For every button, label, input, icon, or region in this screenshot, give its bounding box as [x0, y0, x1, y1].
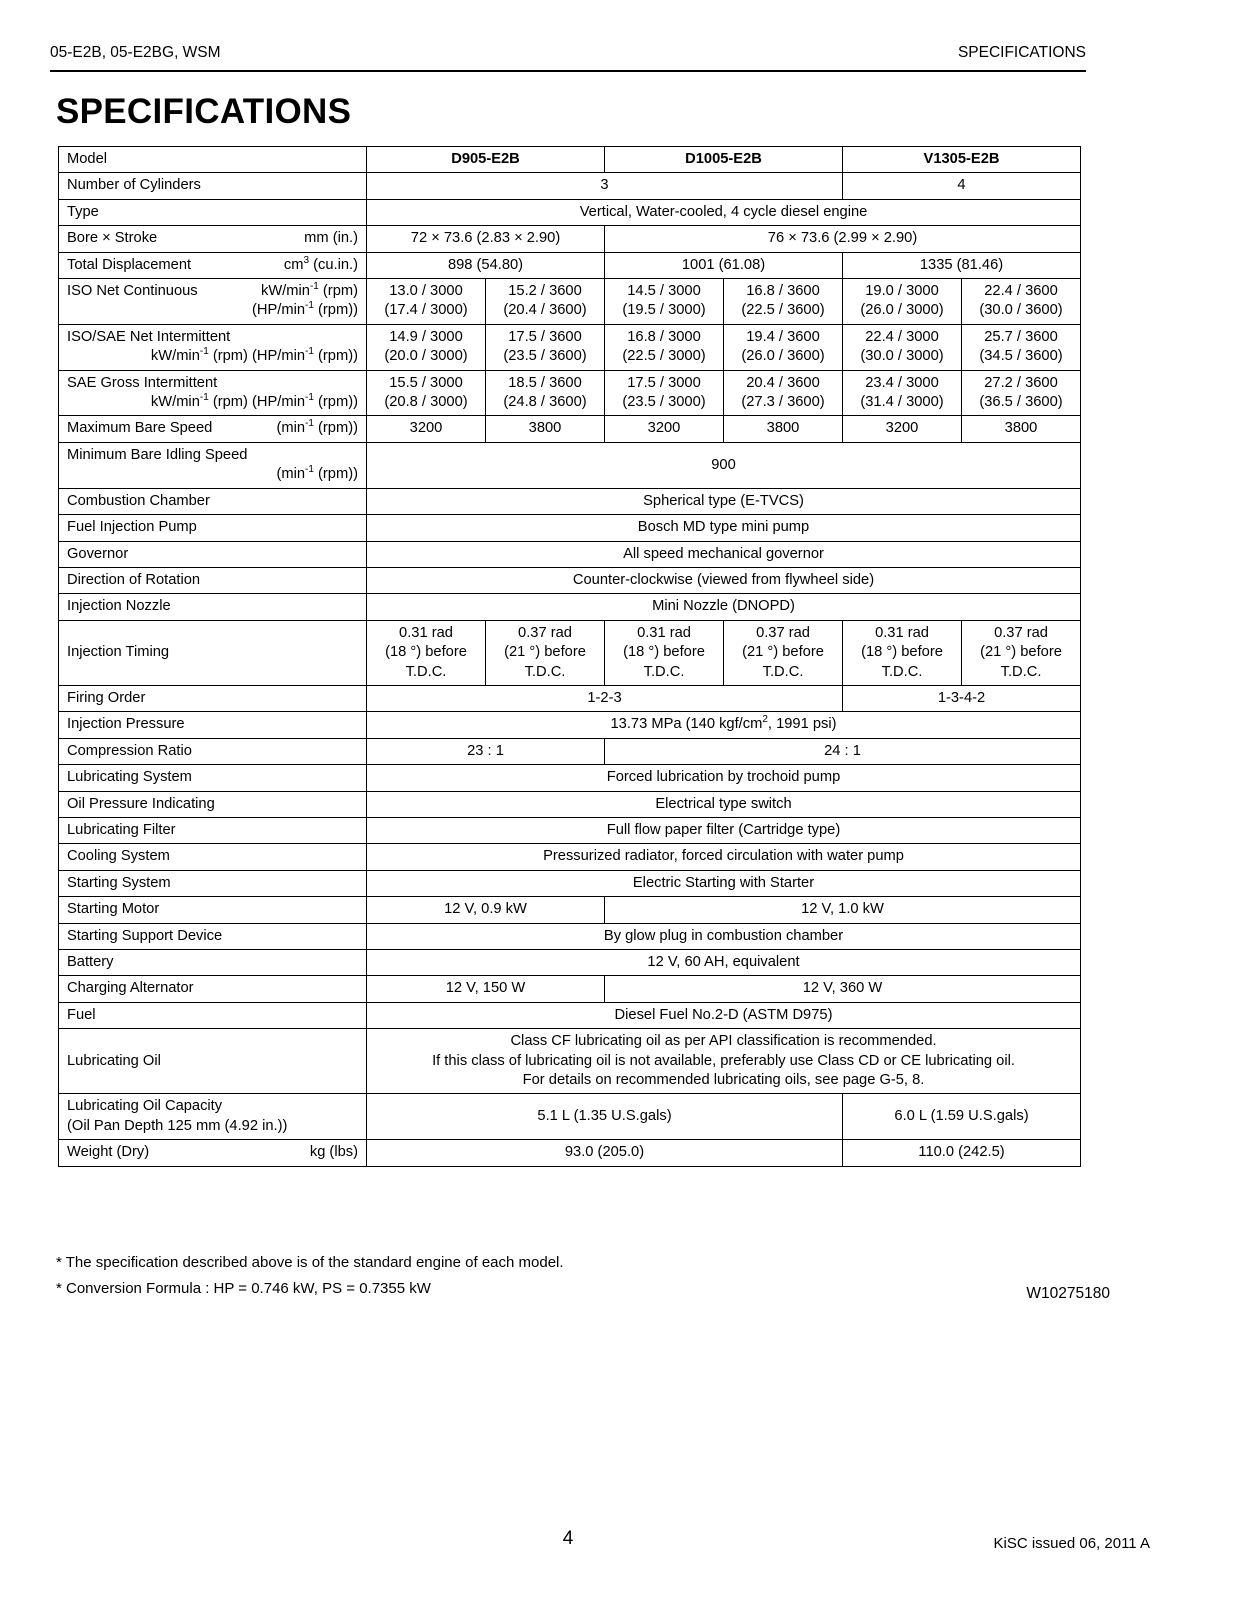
row-label-cylinders: Number of Cylinders [59, 173, 367, 199]
compression-ratio-other: 24 : 1 [605, 738, 1081, 764]
max-bare-speed-c5: 3200 [843, 416, 962, 442]
value-kw: 27.2 / 3600 [984, 374, 1058, 391]
injection-timing-c5 [843, 620, 962, 685]
table-row-combustion-chamber [59, 488, 1081, 514]
pressure-psi: , 1991 psi) [767, 716, 837, 733]
iso-sae-net-c4 [724, 324, 843, 370]
row-label-min-idling-speed [59, 442, 367, 488]
row-label-bore-stroke [59, 226, 367, 252]
max-bare-speed-c6: 3800 [962, 416, 1081, 442]
issued-stamp: KiSC issued 06, 2011 A [993, 1535, 1150, 1552]
value-kw: 14.9 / 3000 [389, 328, 463, 345]
sae-gross-c2 [486, 370, 605, 416]
displacement-d1005: 1001 (61.08) [605, 252, 843, 278]
footnote-1: * The specification described above is of the standard engine of each model. [56, 1254, 564, 1271]
value-hp: (23.5 / 3600) [503, 348, 587, 365]
sae-gross-c4 [724, 370, 843, 416]
iso-sae-net-c5 [843, 324, 962, 370]
row-label-displacement [59, 252, 367, 278]
firing-order-3cyl: 1-2-3 [367, 685, 843, 711]
timing-deg: (21 °) before [504, 644, 586, 661]
iso-sae-net-c2 [486, 324, 605, 370]
timing-tdc: T.D.C. [643, 663, 685, 680]
specifications-table [58, 146, 1081, 1167]
row-label-iso-sae-net-intermittent [59, 324, 367, 370]
table-row-starting-support-device [59, 923, 1081, 949]
document-code: W10275180 [1026, 1285, 1110, 1302]
unit-hp-rpm: (rpm)) [313, 302, 358, 319]
timing-deg: (18 °) before [385, 644, 467, 661]
starting-system-value: Electric Starting with Starter [367, 870, 1081, 896]
table-row-min-idling-speed [59, 442, 1081, 488]
value-kw: 17.5 / 3000 [627, 374, 701, 391]
value-hp: (22.5 / 3600) [741, 302, 825, 319]
iso-net-continuous-c6 [962, 279, 1081, 325]
unit-rpm: (rpm)) [313, 466, 358, 483]
model-v1305: V1305-E2B [843, 147, 1081, 173]
lubricating-system-value: Forced lubrication by trochoid pump [367, 765, 1081, 791]
table-row-compression-ratio [59, 738, 1081, 764]
unit-kw-min: kW/min [150, 394, 200, 411]
row-label-combustion-chamber: Combustion Chamber [59, 488, 367, 514]
row-label-compression-ratio: Compression Ratio [59, 738, 367, 764]
starting-support-device-value: By glow plug in combustion chamber [367, 923, 1081, 949]
lubricating-oil-capacity-4cyl: 6.0 L (1.59 U.S.gals) [843, 1094, 1081, 1140]
page-number: 4 [562, 1528, 574, 1549]
table-row-direction-of-rotation [59, 567, 1081, 593]
unit-kw-exponent: -1 [199, 346, 209, 358]
cylinders-3: 3 [367, 173, 843, 199]
charging-alternator-d905: 12 V, 150 W [367, 976, 605, 1002]
value-kw: 19.4 / 3600 [746, 328, 820, 345]
iso-net-continuous-c4 [724, 279, 843, 325]
fuel-value: Diesel Fuel No.2-D (ASTM D975) [367, 1002, 1081, 1028]
running-header-right: SPECIFICATIONS [957, 44, 1086, 61]
value-hp: (26.0 / 3000) [860, 302, 944, 319]
row-label-starting-support-device: Starting Support Device [59, 923, 367, 949]
value-hp: (20.4 / 3600) [503, 302, 587, 319]
row-label-lubricating-oil: Lubricating Oil [59, 1029, 367, 1094]
iso-net-continuous-c3 [605, 279, 724, 325]
unit-kw-min: kW/min [150, 348, 200, 365]
unit-hp-exponent: -1 [305, 346, 314, 358]
value-hp: (23.5 / 3000) [622, 394, 706, 411]
pressure-exponent: 2 [762, 714, 768, 726]
unit-min-idling-speed [67, 465, 358, 484]
row-label-type: Type [59, 199, 367, 225]
weight-dry-3cyl: 93.0 (205.0) [367, 1140, 843, 1166]
table-row-bore-stroke [59, 226, 1081, 252]
value-hp: (24.8 / 3600) [503, 394, 587, 411]
label-text-sae-gross-intermittent: SAE Gross Intermittent [67, 374, 218, 391]
table-row-max-bare-speed [59, 416, 1081, 442]
lubricating-oil-line2: If this class of lubricating oil is not available, preferably use Class CD or CE lubricating oil. [432, 1052, 1015, 1069]
bore-stroke-d1005-v1305: 76 × 73.6 (2.99 × 2.90) [605, 226, 1081, 252]
model-d1005: D1005-E2B [605, 147, 843, 173]
unit-cuin: (cu.in.) [309, 256, 358, 273]
row-label-lubricating-oil-capacity [59, 1094, 367, 1140]
bore-stroke-d905: 72 × 73.6 (2.83 × 2.90) [367, 226, 605, 252]
timing-rad: 0.37 rad [756, 624, 810, 641]
min-idling-speed-value: 900 [367, 442, 1081, 488]
unit-min: (min [276, 420, 306, 437]
table-row-governor [59, 541, 1081, 567]
table-row-sae-gross-intermittent [59, 370, 1081, 416]
table-row-injection-timing [59, 620, 1081, 685]
iso-sae-net-c1 [367, 324, 486, 370]
timing-deg: (21 °) before [742, 644, 824, 661]
compression-ratio-d905: 23 : 1 [367, 738, 605, 764]
injection-timing-c3 [605, 620, 724, 685]
iso-sae-net-c3 [605, 324, 724, 370]
weight-dry-4cyl: 110.0 (242.5) [843, 1140, 1081, 1166]
value-kw: 20.4 / 3600 [746, 374, 820, 391]
table-row-iso-net-continuous [59, 279, 1081, 325]
row-label-max-bare-speed [59, 416, 367, 442]
row-label-battery: Battery [59, 950, 367, 976]
timing-tdc: T.D.C. [881, 663, 923, 680]
unit-kw-rpm: (rpm) [318, 283, 358, 300]
governor-value: All speed mechanical governor [367, 541, 1081, 567]
iso-sae-net-c6 [962, 324, 1081, 370]
value-kw: 15.5 / 3000 [389, 374, 463, 391]
sae-gross-c6 [962, 370, 1081, 416]
value-hp: (30.0 / 3600) [979, 302, 1063, 319]
value-hp: (36.5 / 3600) [979, 394, 1063, 411]
sae-gross-c5 [843, 370, 962, 416]
oil-pressure-indicating-value: Electrical type switch [367, 791, 1081, 817]
table-row-fuel [59, 1002, 1081, 1028]
timing-tdc: T.D.C. [762, 663, 804, 680]
value-kw: 23.4 / 3000 [865, 374, 939, 391]
label-text-displacement: Total Displacement [67, 256, 192, 273]
running-header [50, 44, 1086, 62]
row-label-fuel: Fuel [59, 1002, 367, 1028]
lubricating-oil-capacity-3cyl: 5.1 L (1.35 U.S.gals) [367, 1094, 843, 1140]
direction-of-rotation-value: Counter-clockwise (viewed from flywheel side) [367, 567, 1081, 593]
value-hp: (30.0 / 3000) [860, 348, 944, 365]
lubricating-filter-value: Full flow paper filter (Cartridge type) [367, 817, 1081, 843]
value-kw: 17.5 / 3600 [508, 328, 582, 345]
unit-iso-net-continuous-hp [67, 301, 358, 320]
label-text-min-idling-speed: Minimum Bare Idling Speed [67, 446, 248, 463]
value-kw: 14.5 / 3000 [627, 283, 701, 300]
row-label-firing-order: Firing Order [59, 685, 367, 711]
value-kw: 13.0 / 3000 [389, 283, 463, 300]
unit-exponent: -1 [305, 418, 314, 430]
iso-net-continuous-c5 [843, 279, 962, 325]
unit-hp-exponent: -1 [305, 300, 314, 312]
unit-hp-min: (HP/min [252, 302, 306, 319]
value-hp: (27.3 / 3600) [741, 394, 825, 411]
lubricating-oil-value [367, 1029, 1081, 1094]
row-label-injection-pressure: Injection Pressure [59, 712, 367, 738]
value-kw: 18.5 / 3600 [508, 374, 582, 391]
model-d905: D905-E2B [367, 147, 605, 173]
type-value: Vertical, Water-cooled, 4 cycle diesel engine [367, 199, 1081, 225]
label-text-iso-sae-net-intermittent: ISO/SAE Net Intermittent [67, 328, 231, 345]
specifications-table-container [58, 146, 1080, 1167]
unit-exponent: -1 [305, 464, 314, 476]
row-label-starting-system: Starting System [59, 870, 367, 896]
label-text-max-bare-speed: Maximum Bare Speed [67, 420, 213, 437]
row-label-model: Model [59, 147, 367, 173]
cylinders-4: 4 [843, 173, 1081, 199]
injection-timing-c4 [724, 620, 843, 685]
max-bare-speed-c3: 3200 [605, 416, 724, 442]
table-row-lubricating-system [59, 765, 1081, 791]
table-row-injection-pressure [59, 712, 1081, 738]
label-text-weight-dry: Weight (Dry) [67, 1144, 150, 1161]
value-hp: (26.0 / 3600) [741, 348, 825, 365]
row-label-sae-gross-intermittent [59, 370, 367, 416]
label-text-bore-stroke: Bore × Stroke [67, 230, 158, 247]
row-label-cooling-system: Cooling System [59, 844, 367, 870]
table-row-weight-dry [59, 1140, 1081, 1166]
value-kw: 16.8 / 3000 [627, 328, 701, 345]
unit-min: (min [276, 466, 306, 483]
table-row-lubricating-filter [59, 817, 1081, 843]
displacement-d905: 898 (54.80) [367, 252, 605, 278]
starting-motor-d905: 12 V, 0.9 kW [367, 897, 605, 923]
iso-net-continuous-c1 [367, 279, 486, 325]
oil-capacity-label-line2: (Oil Pan Depth 125 mm (4.92 in.)) [67, 1117, 288, 1134]
label-text-iso-net-continuous: ISO Net Continuous [67, 283, 198, 300]
table-row-model [59, 147, 1081, 173]
timing-tdc: T.D.C. [405, 663, 447, 680]
combustion-chamber-value: Spherical type (E-TVCS) [367, 488, 1081, 514]
table-row-battery [59, 950, 1081, 976]
row-label-direction-of-rotation: Direction of Rotation [59, 567, 367, 593]
table-row-charging-alternator [59, 976, 1081, 1002]
value-kw: 22.4 / 3600 [984, 283, 1058, 300]
table-row-type [59, 199, 1081, 225]
sae-gross-c1 [367, 370, 486, 416]
timing-rad: 0.31 rad [399, 624, 453, 641]
oil-capacity-label-line1: Lubricating Oil Capacity [67, 1098, 223, 1115]
injection-timing-c1 [367, 620, 486, 685]
unit-kw-min: kW/min [260, 283, 310, 300]
max-bare-speed-c2: 3800 [486, 416, 605, 442]
table-row-starting-system [59, 870, 1081, 896]
max-bare-speed-c4: 3800 [724, 416, 843, 442]
value-hp: (22.5 / 3000) [622, 348, 706, 365]
injection-nozzle-value: Mini Nozzle (DNOPD) [367, 594, 1081, 620]
row-label-lubricating-system: Lubricating System [59, 765, 367, 791]
unit-max-bare-speed [276, 419, 358, 438]
table-row-lubricating-oil [59, 1029, 1081, 1094]
fuel-injection-pump-value: Bosch MD type mini pump [367, 515, 1081, 541]
timing-deg: (18 °) before [861, 644, 943, 661]
max-bare-speed-c1: 3200 [367, 416, 486, 442]
starting-motor-other: 12 V, 1.0 kW [605, 897, 1081, 923]
table-row-fuel-injection-pump [59, 515, 1081, 541]
cooling-system-value: Pressurized radiator, forced circulation with water pump [367, 844, 1081, 870]
injection-timing-c6 [962, 620, 1081, 685]
row-label-starting-motor: Starting Motor [59, 897, 367, 923]
iso-net-continuous-c2 [486, 279, 605, 325]
unit-kw-exponent: -1 [199, 392, 209, 404]
timing-rad: 0.37 rad [994, 624, 1048, 641]
table-row-firing-order [59, 685, 1081, 711]
unit-end: (rpm)) [313, 348, 358, 365]
value-kw: 22.4 / 3000 [865, 328, 939, 345]
value-kw: 15.2 / 3600 [508, 283, 582, 300]
unit-iso-net-continuous-kw [261, 282, 358, 301]
sae-gross-c3 [605, 370, 724, 416]
displacement-v1305: 1335 (81.46) [843, 252, 1081, 278]
value-hp: (20.8 / 3000) [384, 394, 468, 411]
charging-alternator-other: 12 V, 360 W [605, 976, 1081, 1002]
timing-tdc: T.D.C. [524, 663, 566, 680]
row-label-charging-alternator: Charging Alternator [59, 976, 367, 1002]
value-kw: 25.7 / 3600 [984, 328, 1058, 345]
unit-sae-gross-intermittent [67, 393, 358, 412]
table-row-iso-sae-net-intermittent [59, 324, 1081, 370]
unit-kw-exponent: -1 [309, 281, 319, 293]
table-row-displacement [59, 252, 1081, 278]
table-row-cooling-system [59, 844, 1081, 870]
table-row-injection-nozzle [59, 594, 1081, 620]
pressure-mpa: 13.73 MPa (140 kgf/cm [610, 716, 763, 733]
timing-rad: 0.31 rad [637, 624, 691, 641]
table-row-oil-pressure-indicating [59, 791, 1081, 817]
unit-iso-sae-net-intermittent [67, 347, 358, 366]
injection-pressure-value [367, 712, 1081, 738]
firing-order-4cyl: 1-3-4-2 [843, 685, 1081, 711]
value-hp: (31.4 / 3000) [860, 394, 944, 411]
value-hp: (19.5 / 3000) [622, 302, 706, 319]
unit-mid: (rpm) (HP/min [208, 348, 306, 365]
unit-mid: (rpm) (HP/min [208, 394, 306, 411]
row-label-iso-net-continuous [59, 279, 367, 325]
timing-rad: 0.31 rad [875, 624, 929, 641]
injection-timing-c2 [486, 620, 605, 685]
running-header-left: 05-E2B, 05-E2BG, WSM [50, 44, 221, 61]
unit-cm-exponent: 3 [303, 254, 310, 266]
unit-displacement [284, 256, 358, 275]
row-label-injection-nozzle: Injection Nozzle [59, 594, 367, 620]
unit-cm: cm [283, 256, 304, 273]
unit-bore-stroke: mm (in.) [304, 230, 358, 247]
row-label-lubricating-filter: Lubricating Filter [59, 817, 367, 843]
battery-value: 12 V, 60 AH, equivalent [367, 950, 1081, 976]
value-hp: (20.0 / 3000) [384, 348, 468, 365]
timing-deg: (18 °) before [623, 644, 705, 661]
row-label-injection-timing: Injection Timing [59, 620, 367, 685]
row-label-governor: Governor [59, 541, 367, 567]
footnote-2: * Conversion Formula : HP = 0.746 kW, PS = 0.7355 kW [56, 1280, 431, 1298]
header-divider [50, 70, 1086, 72]
table-row-lubricating-oil-capacity [59, 1094, 1081, 1140]
lubricating-oil-line1: Class CF lubricating oil as per API classification is recommended. [510, 1033, 937, 1050]
row-label-fuel-injection-pump: Fuel Injection Pump [59, 515, 367, 541]
value-hp: (17.4 / 3000) [384, 302, 468, 319]
timing-tdc: T.D.C. [1000, 663, 1042, 680]
row-label-oil-pressure-indicating: Oil Pressure Indicating [59, 791, 367, 817]
unit-hp-exponent: -1 [305, 392, 314, 404]
lubricating-oil-line3: For details on recommended lubricating oils, see page G-5, 8. [522, 1072, 925, 1089]
row-label-weight-dry [59, 1140, 367, 1166]
table-row-cylinders [59, 173, 1081, 199]
unit-weight-dry: kg (lbs) [309, 1144, 358, 1161]
page-title: SPECIFICATIONS [56, 92, 352, 131]
value-kw: 16.8 / 3600 [746, 283, 820, 300]
value-hp: (34.5 / 3600) [979, 348, 1063, 365]
unit-rpm: (rpm)) [313, 420, 358, 437]
timing-deg: (21 °) before [980, 644, 1062, 661]
unit-end: (rpm)) [313, 394, 358, 411]
timing-rad: 0.37 rad [518, 624, 572, 641]
value-kw: 19.0 / 3000 [865, 283, 939, 300]
table-row-starting-motor [59, 897, 1081, 923]
